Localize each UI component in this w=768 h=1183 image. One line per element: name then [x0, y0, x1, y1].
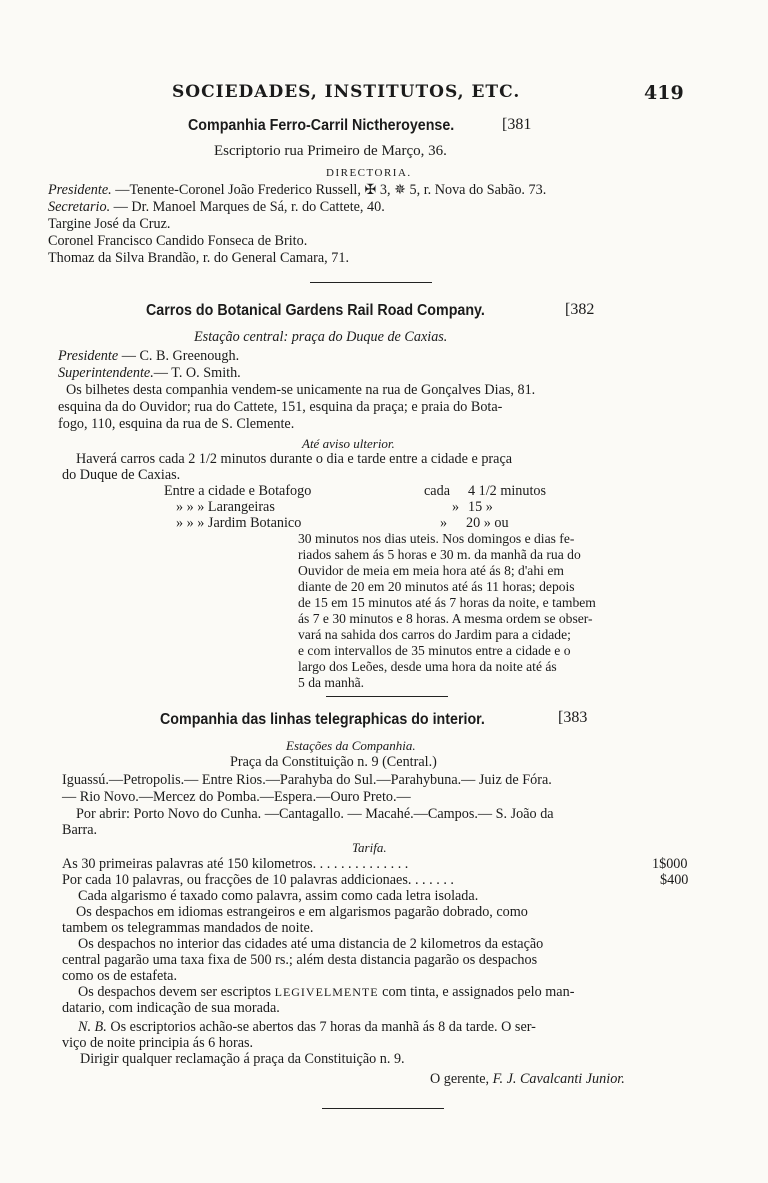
section-381-line-3: Targine José da Cruz.	[48, 216, 171, 232]
stations-line-3: Por abrir: Porto Novo do Cunha. —Cantagallo. — Macahé.—Campos.— S. João da	[76, 806, 554, 822]
tickets-line-1: Os bilhetes desta companhia vendem-se unicamente na rua de Gonçalves Dias, 81.	[66, 382, 536, 398]
section-381-title: Companhia Ferro-Carril Nictheroyense.	[188, 117, 455, 134]
page-number: 419	[644, 82, 684, 104]
tickets-line-3: fogo, 110, esquina da rua de S. Clemente.	[58, 416, 295, 432]
garden-note-7: vará na sahida dos carros do Jardim para a cidade;	[298, 627, 571, 642]
garden-note-2: riados sahem ás 5 horas e 30 m. da manhã da rua do	[298, 547, 581, 562]
schedule-route-3: » » » Jardim Botanico	[176, 515, 302, 531]
schedule-value-1: 4 1/2 minutos	[468, 483, 547, 499]
schedule-route-1: Entre a cidade e Botafogo	[164, 483, 312, 499]
rule-line-4: Os despachos no interior das cidades até uma distancia de 2 kilometros da estação	[78, 936, 544, 952]
section-381-line-2: Secretario. — Dr. Manoel Marques de Sá, r. do Cattete, 40.	[48, 199, 385, 215]
rule-line-5: central pagarão uma taxa fixa de 500 rs.; além desta distancia pagarão os despachos	[62, 952, 538, 968]
garden-note-4: diante de 20 em 20 minutos até ás 11 horas; depois	[298, 579, 575, 594]
notice: Até aviso ulterior.	[302, 436, 395, 451]
stations-central: Praça da Constituição n. 9 (Central.)	[230, 754, 437, 770]
section-382-title: Carros do Botanical Gardens Rail Road Company.	[146, 302, 485, 319]
schedule-intro-1: Haverá carros cada 2 1/2 minutos durante o dia e tarde entre a cidade e praça	[76, 451, 513, 467]
nb-line-1: N. B. Os escriptorios achão-se abertos das 7 horas da manhã ás 8 da tarde. O ser-	[78, 1019, 536, 1035]
schedule-route-2: » » » Larangeiras	[176, 499, 275, 515]
rule-line-2: Os despachos em idiomas estrangeiros e em algarismos pagarão dobrado, como	[76, 904, 528, 920]
section-381-line-4: Coronel Francisco Candido Fonseca de Brito.	[48, 233, 308, 249]
garden-note-9: largo dos Leões, desde uma hora da noite até ás	[298, 659, 557, 674]
stations-line-4: Barra.	[62, 822, 98, 838]
rate-desc-1: As 30 primeiras palavras até 150 kilometros. . . . . . . . . . . . . .	[62, 856, 409, 872]
schedule-cada-1: cada	[424, 483, 450, 499]
stations-line-1: Iguassú.—Petropolis.— Entre Rios.—Parahyba do Sul.—Parahybuna.— Juiz de Fóra.	[62, 772, 552, 788]
garden-note-3: Ouvidor de meia em meia hora até ás 8; d'ahi em	[298, 563, 564, 578]
schedule-value-2: 15 »	[468, 499, 493, 515]
section-381-line-1: Presidente. —Tenente-Coronel João Frederico Russell, ✠ 3, ✵ 5, r. Nova do Sabão. 73.	[48, 182, 547, 198]
section-381-office: Escriptorio rua Primeiro de Março, 36.	[214, 143, 447, 159]
rate-price-2: $400	[660, 872, 689, 888]
schedule-cada-3: »	[440, 515, 448, 531]
tickets-line-2: esquina da do Ouvidor; rua do Cattete, 151, esquina da praça; e praia do Bota-	[58, 399, 503, 415]
rule-line-6: como os de estafeta.	[62, 968, 178, 984]
garden-note-8: e com intervallos de 35 minutos entre a cidade e o	[298, 643, 571, 658]
rule-line-3: tambem os telegrammas mandados de noite.	[62, 920, 314, 936]
section-382-presidente: Presidente — C. B. Greenough.	[58, 348, 240, 364]
garden-note-5: de 15 em 15 minutos até ás 7 horas da noite, e tambem	[298, 595, 596, 610]
schedule-cada-2: »	[452, 499, 460, 515]
section-divider	[326, 696, 448, 697]
nb-line-2: viço de noite principia ás 6 horas.	[62, 1035, 254, 1051]
garden-note-1: 30 minutos nos dias uteis. Nos domingos e dias fe-	[298, 531, 575, 546]
garden-note-10: 5 da manhã.	[298, 675, 365, 690]
section-383-number: [383	[558, 709, 588, 726]
section-381-line-5: Thomaz da Silva Brandão, r. do General Camara, 71.	[48, 250, 349, 266]
section-divider	[322, 1108, 444, 1109]
section-381-subheading: DIRECTORIA.	[326, 167, 412, 179]
tarifa-heading: Tarifa.	[352, 840, 387, 855]
garden-note-6: ás 7 e 30 minutos e 8 horas. A mesma ordem se obser-	[298, 611, 593, 626]
schedule-intro-2: do Duque de Caxias.	[62, 467, 181, 483]
legibility-line-2: datario, com indicação de sua morada.	[62, 1000, 280, 1016]
running-title: SOCIEDADES, INSTITUTOS, ETC.	[172, 82, 521, 102]
section-382-superintendente: Superintendente.— T. O. Smith.	[58, 365, 241, 381]
section-383-title: Companhia das linhas telegraphicas do interior.	[160, 711, 485, 728]
section-381-number: [381	[502, 116, 532, 133]
section-divider	[310, 282, 432, 283]
schedule-value-3: 20 » ou	[466, 515, 509, 531]
rule-line-1: Cada algarismo é taxado como palavra, assim como cada letra isolada.	[78, 888, 479, 904]
legibility-line-1: Os despachos devem ser escriptos LEGIVELMENTE com tinta, e assignados pelo man-	[78, 984, 575, 1000]
stations-line-2: — Rio Novo.—Mercez do Pomba.—Espera.—Ouro Preto.—	[62, 789, 411, 805]
rate-price-1: 1$000	[652, 856, 688, 872]
signature: O gerente, F. J. Cavalcanti Junior.	[430, 1071, 625, 1087]
rate-desc-2: Por cada 10 palavras, ou fracções de 10 palavras addicionaes. . . . . . .	[62, 872, 454, 888]
section-382-number: [382	[565, 301, 595, 318]
section-382-station: Estação central: praça do Duque de Caxias.	[194, 329, 448, 345]
complaint: Dirigir qualquer reclamação á praça da Constituição n. 9.	[80, 1051, 405, 1067]
stations-heading: Estações da Companhia.	[286, 738, 416, 753]
